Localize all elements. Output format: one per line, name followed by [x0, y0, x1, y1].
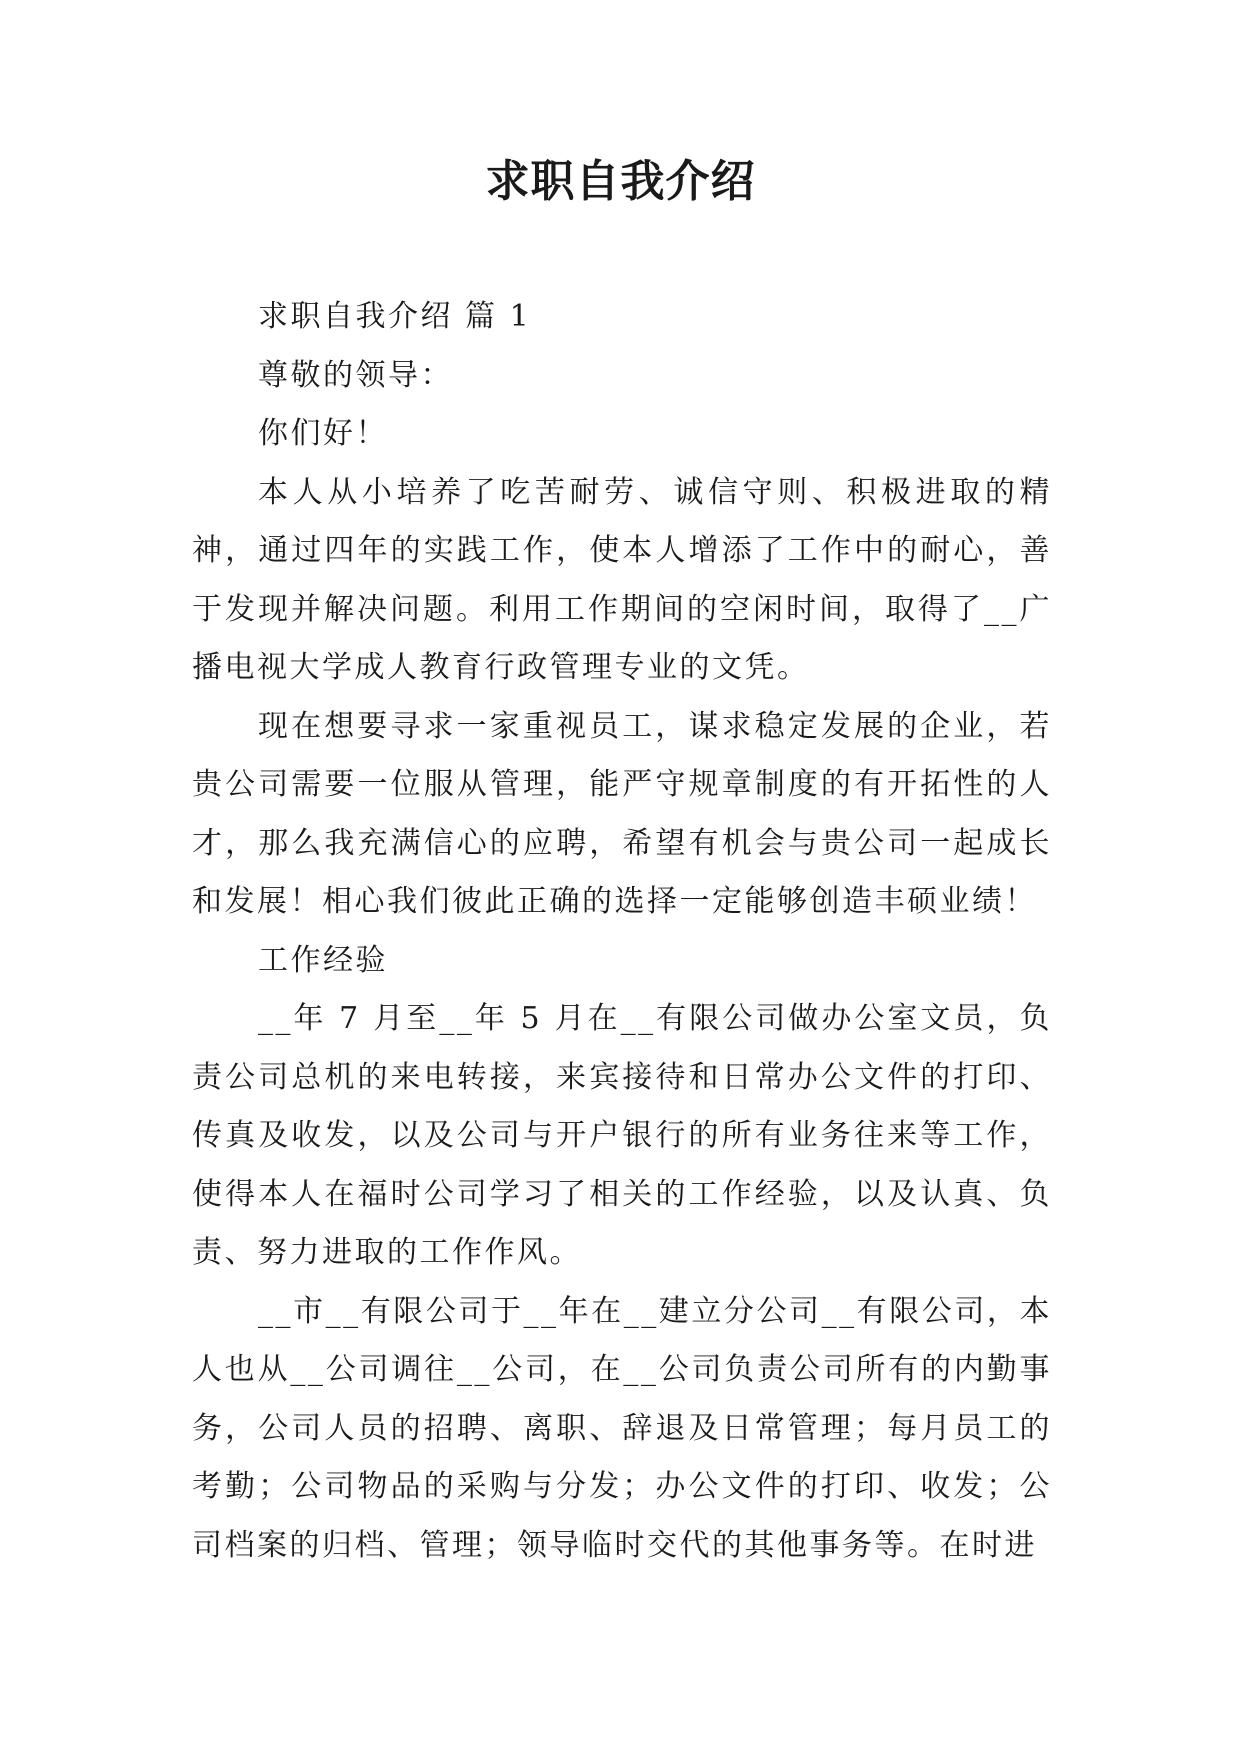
paragraph-experience-2: __市__有限公司于__年在__建立分公司__有限公司，本人也从__公司调往__公司，在__公司负责公司所有的内勤事务，公司人员的招聘、离职、辞退及日常管理；每月员工的考勤；公司物品的采购与分发；办公文件的打印、收发；公司档案的归档、管理；领导临时交代的其他事务等。在时进: [192, 1293, 1052, 1563]
section-heading: 求职自我介绍 篇 1: [258, 299, 532, 334]
greeting: 你们好！: [258, 416, 388, 451]
paragraph-goal: 现在想要寻求一家重视员工，谋求稳定发展的企业，若贵公司需要一位服从管理，能严守规章制度的有开拓性的人才，那么我充满信心的应聘，希望有机会与贵公司一起成长和发展！相心我们彼此正确的选择一定能够创造丰硕业绩！: [192, 708, 1052, 919]
work-experience-heading: 工作经验: [258, 942, 388, 978]
document-title: 求职自我介绍: [485, 156, 756, 207]
document-body: [192, 288, 1052, 1575]
paragraph-background: 本人从小培养了吃苦耐劳、诚信守则、积极进取的精神，通过四年的实践工作，使本人增添了工作中的耐心，善于发现并解决问题。利用工作期间的空闲时间，取得了__广播电视大学成人教育行政管理专业的文凭。: [192, 474, 1052, 685]
paragraph-experience-1: __年 7 月至__年 5 月在__有限公司做办公室文员，负责公司总机的来电转接，来宾接待和日常办公文件的打印、传真及收发，以及公司与开户银行的所有业务往来等工作，使得本人在福时公司学习了相关的工作经验，以及认真、负责、努力进取的工作作风。: [192, 1001, 1052, 1270]
salutation: 尊敬的领导：: [258, 357, 453, 393]
